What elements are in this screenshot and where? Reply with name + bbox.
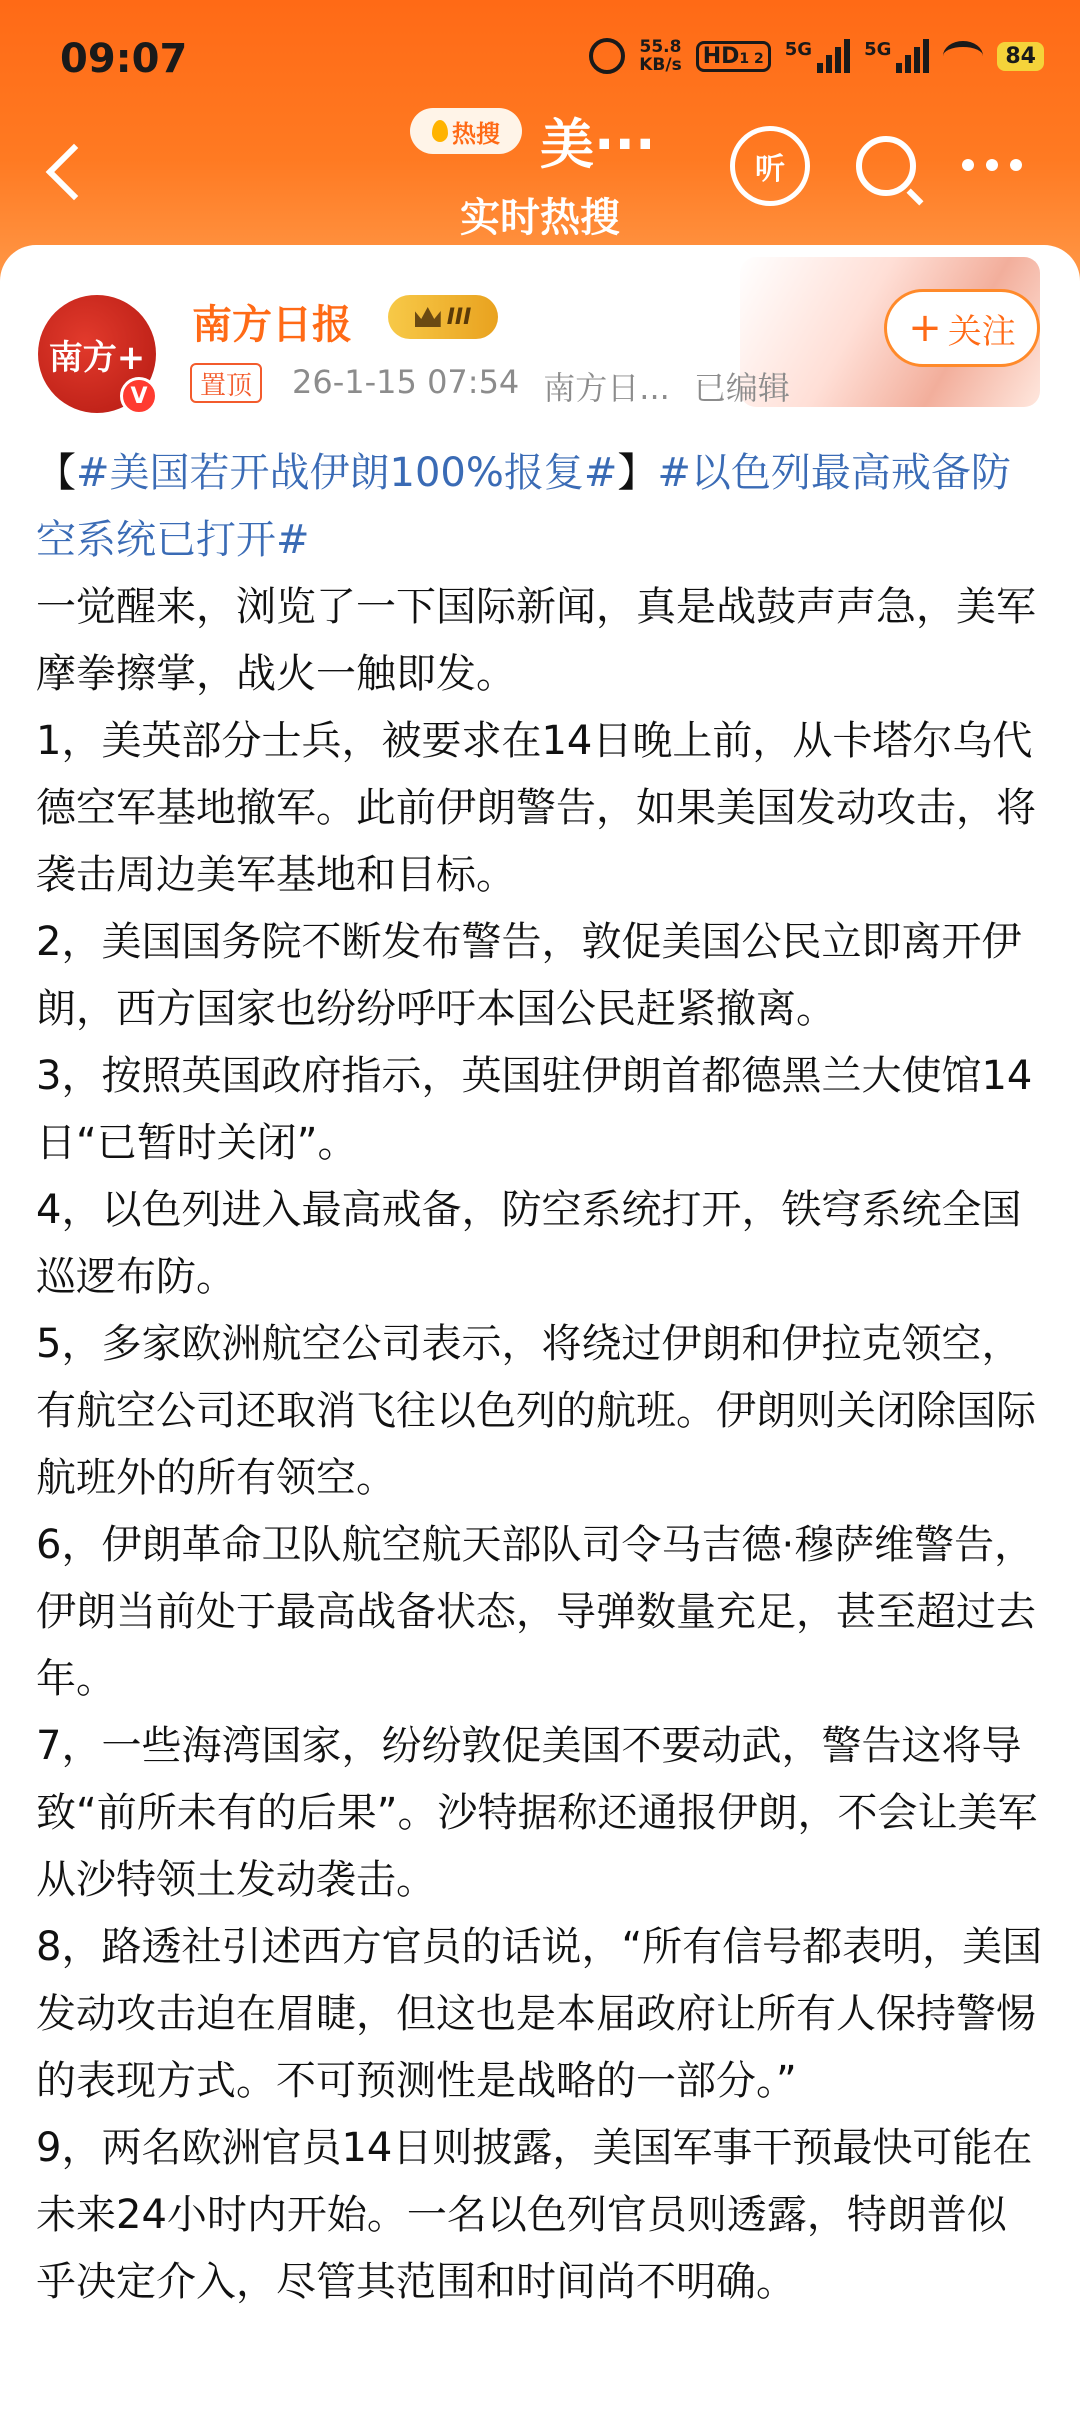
alarm-icon xyxy=(589,38,625,74)
headline-bracket-open: 【 xyxy=(36,450,76,496)
status-time: 09:07 xyxy=(60,36,188,82)
vip-level: III xyxy=(446,304,472,330)
network-speed xyxy=(639,38,681,74)
post-paragraph: 6，伊朗革命卫队航空航天部队司令马吉德·穆萨维警告，伊朗当前处于最高战备状态，导弹数量充足，甚至超过去年。 xyxy=(36,1522,1036,1702)
topic-title[interactable]: 美··· xyxy=(540,113,656,176)
signal-icon-1 xyxy=(785,39,850,73)
headline-bracket-close: 】 xyxy=(617,450,658,496)
post-paragraph: 4，以色列进入最高戒备，防空系统打开，铁穹系统全国巡逻布防。 xyxy=(36,1187,1022,1300)
post-meta xyxy=(292,363,790,409)
hd-call-icon xyxy=(696,41,771,72)
topic-tag[interactable]: #美国若开战伊朗100%报复# xyxy=(76,450,618,496)
signal-2-label: 5G xyxy=(864,39,892,60)
wifi-icon xyxy=(943,41,983,71)
hot-search-badge[interactable] xyxy=(410,108,522,154)
post-headline xyxy=(36,440,1046,574)
post-edited[interactable]: 已编辑 xyxy=(693,369,790,407)
status-icons xyxy=(589,38,1044,74)
hot-search-badge-label: 热搜 xyxy=(452,119,500,148)
post-paragraph: 1，美英部分士兵，被要求在14日晚上前，从卡塔尔乌代德空军基地撤军。此前伊朗警告，如果美国发动攻击，将袭击周边美军基地和目标。 xyxy=(36,718,1036,898)
follow-button[interactable] xyxy=(884,289,1040,367)
hd-sub: 1 2 xyxy=(739,50,764,67)
battery-indicator: 84 xyxy=(997,42,1044,71)
more-button[interactable] xyxy=(962,150,1036,180)
post-paragraph: 一觉醒来，浏览了一下国际新闻，真是战鼓声声急，美军摩拳擦掌，战火一触即发。 xyxy=(36,584,1036,697)
post-paragraph: 2，美国国务院不断发布警告，敦促美国公民立即离开伊朗，西方国家也纷纷呼吁本国公民赶紧撤离。 xyxy=(36,919,1022,1032)
post-paragraph: 3，按照英国政府指示，英国驻伊朗首都德黑兰大使馆14日“已暂时关闭”。 xyxy=(36,1053,1033,1166)
author-name[interactable]: 南方日报 xyxy=(192,302,352,348)
more-dot-icon xyxy=(986,159,998,171)
post-content xyxy=(36,440,1046,2316)
post-timestamp: 26-1-15 07:54 xyxy=(292,363,520,401)
topic-tag[interactable]: #以色列最高戒备防空系统已打开# xyxy=(36,450,1011,563)
post-paragraph: 5，多家欧洲航空公司表示，将绕过伊朗和伊拉克领空，有航空公司还取消飞往以色列的航班。伊朗则关闭除国际航班外的所有领空。 xyxy=(36,1321,1036,1501)
more-dot-icon xyxy=(1010,159,1022,171)
listen-button[interactable] xyxy=(730,126,810,206)
more-dot-icon xyxy=(962,159,974,171)
network-speed-value: 55.8 xyxy=(639,37,682,57)
search-button[interactable] xyxy=(856,136,916,196)
post-paragraph: 8，路透社引述西方官员的话说，“所有信号都表明，美国发动攻击迫在眉睫，但这也是本届政府让所有人保持警惕的表现方式。不可预测性是战略的一部分。” xyxy=(36,1924,1043,2104)
network-speed-unit: KB/s xyxy=(639,55,682,75)
post-paragraph: 9，两名欧洲官员14日则披露，美国军事干预最快可能在未来24小时内开始。一名以色列官员则透露，特朗普似乎决定介入，尽管其范围和时间尚不明确。 xyxy=(36,2125,1033,2305)
follow-label: 关注 xyxy=(947,311,1016,352)
hd-label: HD xyxy=(702,43,740,69)
topic-subtitle: 实时热搜 xyxy=(460,195,620,241)
crown-icon xyxy=(415,307,441,327)
headphone-icon: 听 xyxy=(755,152,785,187)
signal-icon-2 xyxy=(864,39,929,73)
post-paragraph: 7，一些海湾国家，纷纷敦促美国不要动武，警告这将导致“前所未有的后果”。沙特据称还通报伊朗，不会让美军从沙特领土发动袭击。 xyxy=(36,1723,1038,1903)
plus-icon: + xyxy=(908,305,942,351)
signal-1-label: 5G xyxy=(784,39,813,60)
pinned-badge: 置顶 xyxy=(190,363,262,403)
post-source[interactable]: 南方日... xyxy=(543,369,670,407)
avatar[interactable]: 南方+ xyxy=(38,295,156,413)
flame-icon xyxy=(432,120,448,142)
vip-badge[interactable] xyxy=(388,295,498,339)
verified-icon: V xyxy=(120,377,158,415)
status-bar xyxy=(0,0,1080,110)
